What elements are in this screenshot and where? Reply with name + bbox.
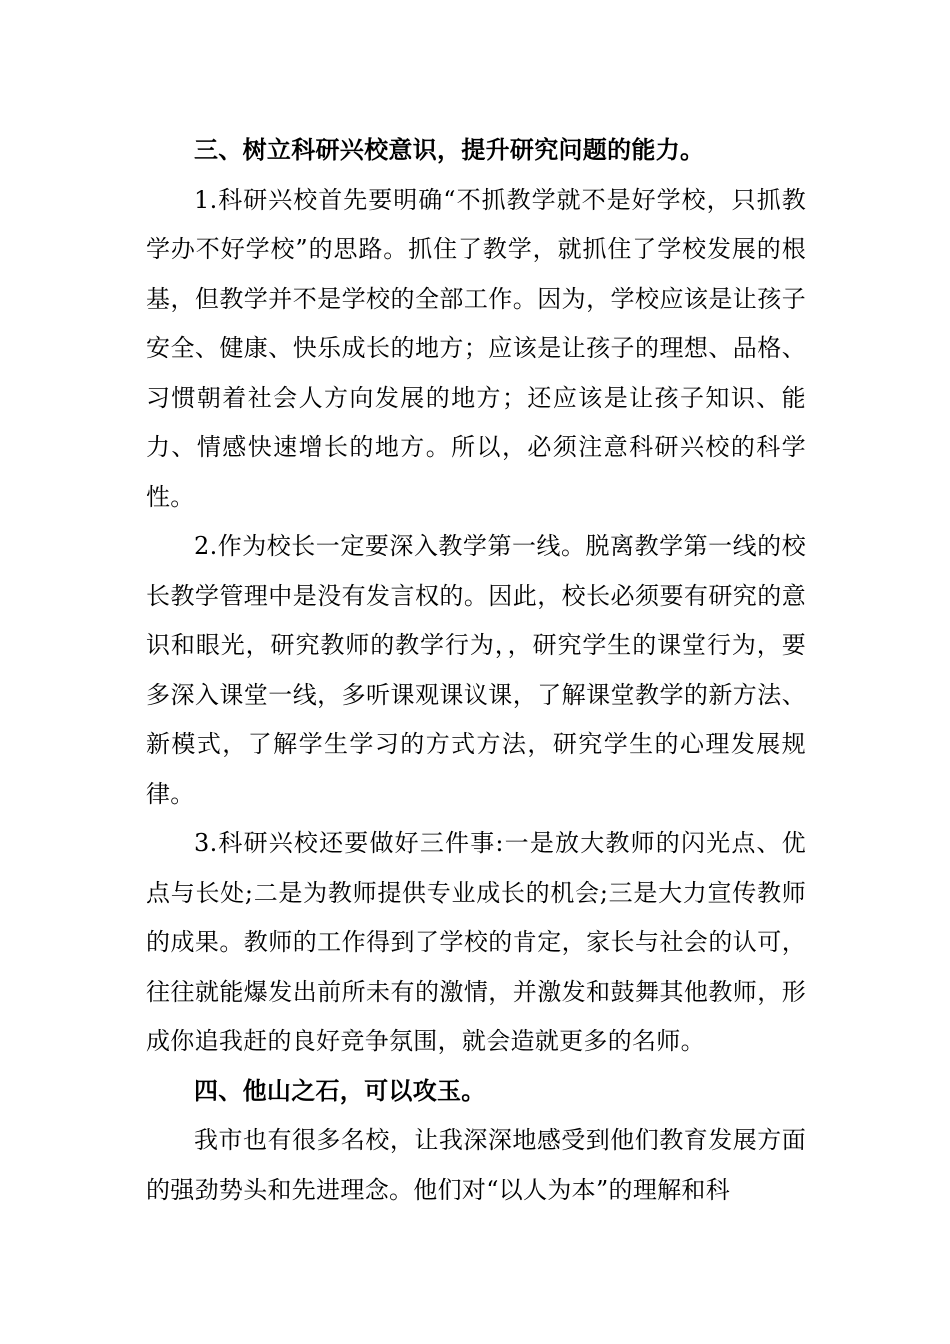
paragraph-4: 我市也有很多名校，让我深深地感受到他们教育发展方面的强劲势头和先进理念。他们对“以人为本”的理解和科: [146, 1126, 806, 1204]
section-heading-4: 四、他山之石，可以攻玉。: [194, 1076, 486, 1105]
paragraph-3: 3.科研兴校还要做好三件事:一是放大教师的闪光点、优点与长处;二是为教师提供专业成长的机会;三是大力宣传教师的成果。教师的工作得到了学校的肯定，家长与社会的认可，往往就能爆发出前所未有的激情，并激发和鼓舞其他教师，形成你追我赶的良好竞争氛围，就会造就更多的名师。: [146, 829, 806, 1055]
section-heading-3: 三、树立科研兴校意识，提升研究问题的能力。: [194, 136, 705, 164]
paragraph-2: 2.作为校长一定要深入教学第一线。脱离教学第一线的校长教学管理中是没有发言权的。因此，校长必须要有研究的意识和眼光，研究教师的教学行为，，研究学生的课堂行为，要多深入课堂一线，多听课观课议课，了解课堂教学的新方法、新模式，了解学生学习的方式方法，研究学生的心理发展规律。: [146, 532, 806, 808]
document-body: [146, 126, 806, 1215]
paragraph-1: 1.科研兴校首先要明确“不抓教学就不是好学校，只抓教学办不好学校”的思路。抓住了教学，就抓住了学校发展的根基，但教学并不是学校的全部工作。因为，学校应该是让孩子安全、健康、快乐成长的地方；应该是让孩子的理想、品格、习惯朝着社会人方向发展的地方；还应该是让孩子知识、能力、情感快速增长的地方。所以，必须注意科研兴校的科学性。: [146, 185, 806, 511]
